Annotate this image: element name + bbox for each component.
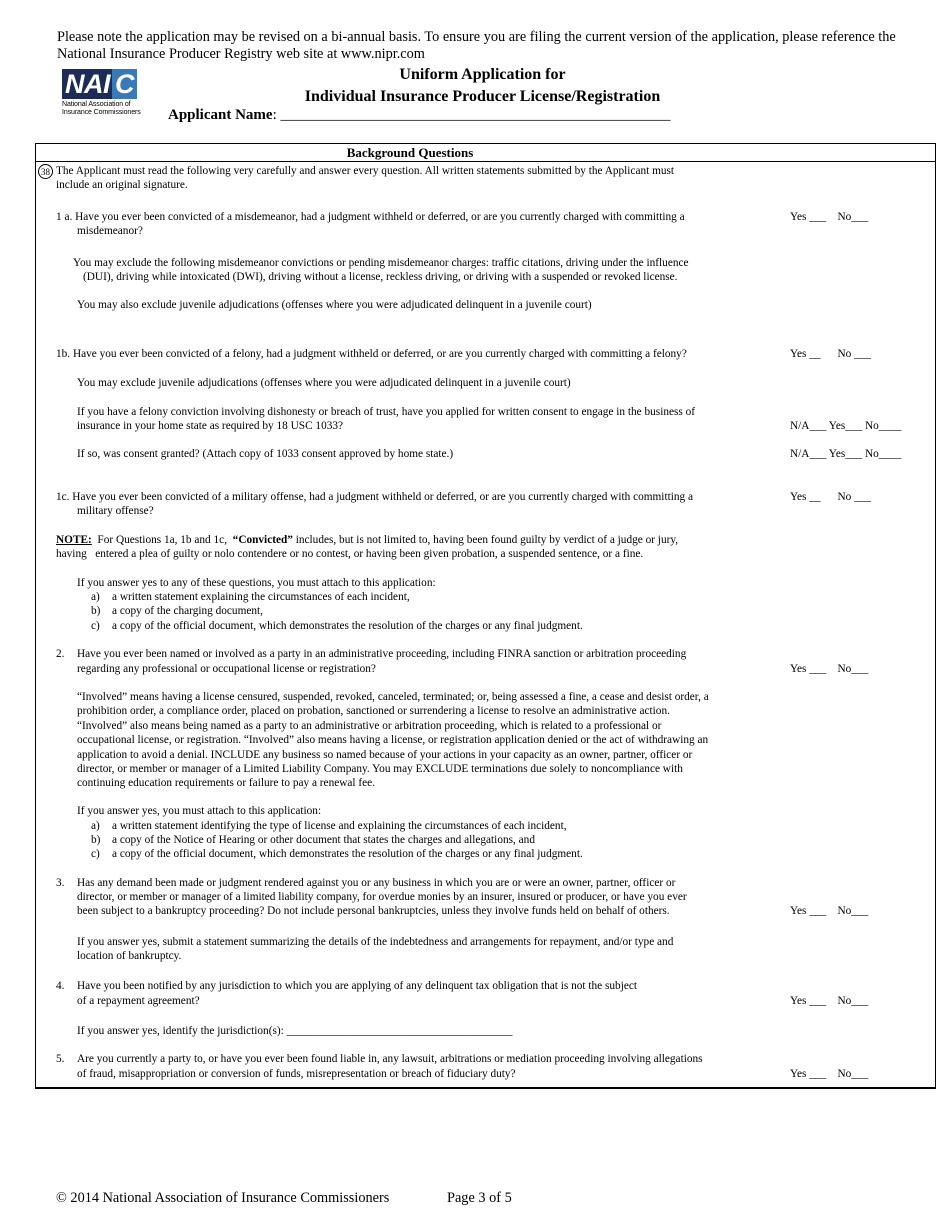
list-item: c) [91, 848, 100, 860]
q1a-answer[interactable]: Yes ___ No___ [790, 211, 869, 223]
q1c-answer[interactable]: Yes __ No ___ [790, 491, 872, 503]
q2-involved-5: application to avoid a denial. INCLUDE any business so named because of your actions in your capacity as an owner, partner, officer or [77, 749, 693, 761]
applicant-name-blank: : ____________________________________________________ [272, 107, 671, 123]
list-item: a) [91, 820, 100, 832]
q1c-text-1: 1c. Have you ever been convicted of a military offense, had a judgment withheld or deferred, or are you currently charged with committing a [56, 491, 693, 503]
footer-page-number: Page 3 of 5 [447, 1190, 512, 1206]
applicant-name-field[interactable] [168, 106, 671, 125]
form-title-line-2: Individual Insurance Producer License/Registration [304, 88, 661, 105]
list-item: b) [91, 605, 101, 617]
logo-line-2: Insurance Commissioners [62, 109, 141, 116]
q2-attach-intro: If you answer yes, you must attach to this application: [77, 805, 322, 817]
q1b-answer[interactable]: Yes __ No ___ [790, 348, 872, 360]
q3-number: 3. [56, 877, 65, 889]
q1b-consent-1: If you have a felony conviction involving dishonesty or breach of trust, have you applied for written consent to engage in the business of [77, 406, 696, 418]
revision-notice: Please note the application may be revised on a bi-annual basis. To ensure you are filing the current version of the application, please reference the National Insurance Producer Registry web site at www.nipr.com [57, 29, 896, 62]
q3-statement-2: location of bankruptcy. [77, 950, 182, 962]
q5-text-2: of fraud, misappropriation or conversion of funds, misrepresentation or breach of fiduciary duty? [77, 1068, 516, 1080]
item-number-badge: 38 [38, 164, 53, 179]
list-item-text: a copy of the official document, which demonstrates the resolution of the charges or any final judgment. [112, 620, 583, 632]
form-title-line-1: Uniform Application for [399, 66, 566, 83]
q2-answer[interactable]: Yes ___ No___ [790, 663, 869, 675]
naic-logo [62, 70, 150, 120]
section-title: Background Questions [346, 145, 474, 160]
list-item: c) [91, 620, 100, 632]
list-item: a) [91, 591, 100, 603]
list-item-text: a written statement explaining the circumstances of each incident, [112, 591, 410, 603]
q3-text-1: Has any demand been made or judgment rendered against you or any business in which you are or were an owner, partner, officer or [77, 877, 676, 889]
q3-answer[interactable]: Yes ___ No___ [790, 905, 869, 917]
q4-text-2: of a repayment agreement? [77, 995, 200, 1007]
q3-text-3: been subject to a bankruptcy proceeding? Do not include personal bankruptcies, unless they involve funds held on behalf of others. [77, 905, 670, 917]
q4-number: 4. [56, 980, 65, 992]
q1b-granted-answer[interactable]: N/A___ Yes___ No____ [790, 448, 902, 460]
note-label: NOTE: [56, 534, 92, 546]
q1a-text-2: misdemeanor? [77, 225, 143, 237]
footer-copyright: © 2014 National Association of Insurance Commissioners [56, 1190, 390, 1206]
q2-involved-7: continuing education requirements or failure to pay a renewal fee. [77, 777, 375, 789]
q2-number: 2. [56, 648, 65, 660]
q2-involved-1: “Involved” means having a license censured, suspended, revoked, canceled, terminated; or, being assessed a fine, a cease and desist order, a [77, 691, 709, 703]
q3-statement-1: If you answer yes, submit a statement summarizing the details of the indebtedness and arrangements for repayment, and/or type and [77, 936, 674, 948]
q2-involved-4: occupational license, or registration. “Involved” also means having a license, or registration application denied or the act of withdrawing an [77, 734, 709, 746]
q3-text-2: director, or member or manager of a limited liability company, for overdue monies by an insurer, insured or producer, or have you ever [77, 891, 687, 903]
q1a-exclusion-1: You may exclude the following misdemeanor convictions or pending misdemeanor charges: traffic citations, driving under the influence [73, 257, 689, 269]
header-divider [35, 161, 936, 162]
list-item-text: a copy of the charging document, [112, 605, 263, 617]
q2-involved-3: “Involved” also means being named as a party to an administrative or arbitration proceeding, which is related to a professional or [77, 720, 662, 732]
q1b-consent-answer[interactable]: N/A___ Yes___ No____ [790, 420, 902, 432]
list-item-text: a written statement identifying the type of license and explaining the circumstances of each incident, [112, 820, 567, 832]
q1a-juvenile: You may also exclude juvenile adjudications (offenses where you were adjudicated delinquent in a juvenile court) [77, 299, 592, 311]
q5-answer[interactable]: Yes ___ No___ [790, 1068, 869, 1080]
note-convicted: “Convicted” [232, 534, 293, 546]
intro-line-1: The Applicant must read the following very carefully and answer every question. All written statements submitted by the Applicant must [56, 165, 675, 177]
intro-line-2: include an original signature. [56, 179, 188, 191]
list-item-text: a copy of the Notice of Hearing or other document that states the charges and allegations, and [112, 834, 535, 846]
q1b-text: 1b. Have you ever been convicted of a felony, had a judgment withheld or deferred, or are you currently charged with committing a felony? [56, 348, 687, 360]
attach1-intro: If you answer yes to any of these questions, you must attach to this application: [77, 577, 436, 589]
logo-mark-c: C [112, 69, 137, 99]
logo-mark: NAI [62, 69, 112, 99]
q1b-granted: If so, was consent granted? (Attach copy of 1033 consent approved by home state.) [77, 448, 454, 460]
q1b-consent-2: insurance in your home state as required by 18 USC 1033? [77, 420, 344, 432]
logo-line-1: National Association of [62, 101, 131, 108]
q1c-text-2: military offense? [77, 505, 154, 517]
q5-number: 5. [56, 1053, 65, 1065]
q1b-juvenile: You may exclude juvenile adjudications (offenses where you were adjudicated delinquent in a juvenile court) [77, 377, 571, 389]
q2-involved-2: prohibition order, a compliance order, placed on probation, sanctioned or surrendering a license to resolve an administrative action. [77, 705, 670, 717]
q1a-text-1: 1 a. Have you ever been convicted of a misdemeanor, had a judgment withheld or deferred, or are you currently charged with committing a [56, 211, 685, 223]
q2-text-2: regarding any professional or occupational license or registration? [77, 663, 376, 675]
q4-text-1: Have you been notified by any jurisdiction to which you are applying of any delinquent tax obligation that is not the subject [77, 980, 638, 992]
note-line-2: having entered a plea of guilty or nolo contendere or no contest, or having been given probation, a suspended sentence, or a fine. [56, 548, 644, 560]
q2-text-1: Have you ever been named or involved as a party in an administrative proceeding, including FINRA sanction or arbitration proceeding [77, 648, 687, 660]
list-item-text: a copy of the official document, which demonstrates the resolution of the charges or any final judgment. [112, 848, 583, 860]
applicant-name-label: Applicant Name [168, 107, 273, 123]
q5-text-1: Are you currently a party to, or have you ever been found liable in, any lawsuit, arbitrations or mediation proceeding involving allegations [77, 1053, 703, 1065]
q2-involved-6: director, or member or manager of a Limited Liability Company. You may EXCLUDE terminations due solely to noncompliance with [77, 763, 683, 775]
list-item: b) [91, 834, 101, 846]
q1a-exclusion-2: (DUI), driving while intoxicated (DWI), driving without a license, reckless driving, or driving with a suspended or revoked license. [83, 271, 678, 283]
note-line-1: NOTE: For Questions 1a, 1b and 1c, “Convicted” includes, but is not limited to, having been found guilty by verdict of a judge or jury, [56, 534, 679, 546]
q4-identify[interactable]: If you answer yes, identify the jurisdiction(s): ________________________________________ [77, 1025, 513, 1037]
q4-answer[interactable]: Yes ___ No___ [790, 995, 869, 1007]
